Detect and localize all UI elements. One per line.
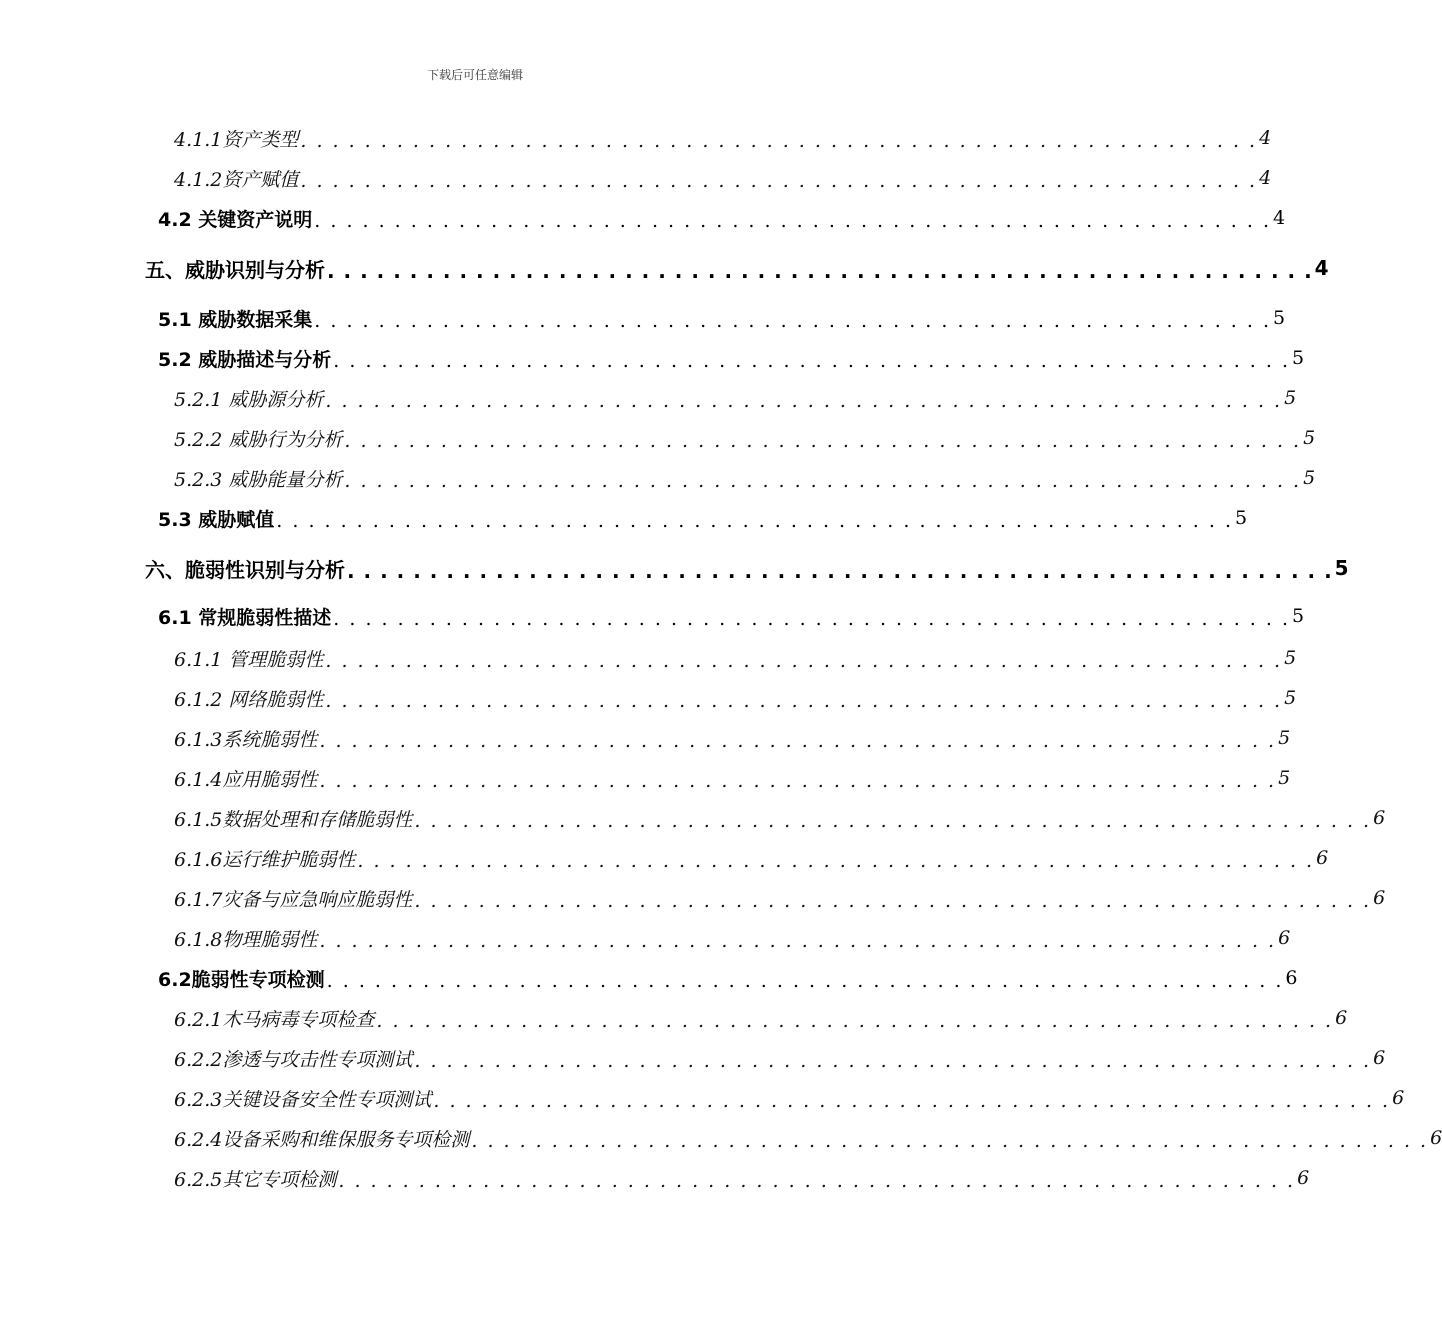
toc-entry[interactable] [174,798,1386,838]
toc-entry[interactable] [174,458,1316,498]
toc-leader-dots: . . . . . . . . . . . . . . . . . . . . . . . . . . . . . . . . . . . . . . . . . . . . . . . . . . . . . . . . . . . . [433,1090,1391,1112]
toc-entry-title: 5.2.1 威胁源分析 [174,388,324,411]
toc-entry[interactable] [174,1078,1405,1118]
toc-entry-title: 4.1.1资产类型 [174,128,299,151]
toc-entry-page: 4 [1259,167,1272,189]
toc-entry-title: 4.1.2资产赋值 [174,168,299,191]
toc-entry-page: 6 [1430,1127,1442,1149]
toc-entry-page: 5 [1284,387,1297,409]
toc-entry-page: 4 [1314,256,1329,280]
toc-leader-dots: . . . . . . . . . . . . . . . . . . . . . . . . . . . . . . . . . . . . . . . . . . . . . . . . . . . . . . . . . . . . [357,850,1315,872]
toc-entry[interactable] [174,718,1291,758]
toc-entry-title: 6.1.8物理脆弱性 [174,928,318,951]
toc-entry-title: 5.3 威胁赋值 [158,508,275,531]
toc-leader-dots: . . . . . . . . . . . . . . . . . . . . . . . . . . . . . . . . . . . . . . . . . . . . . . . . . . . . . . . . . . . . [333,608,1290,630]
toc-entry[interactable] [174,1158,1310,1198]
toc-entry-title: 5.2 威胁描述与分析 [158,348,332,371]
toc-entry-page: 5 [1273,307,1286,329]
toc-entry-page: 5 [1303,427,1316,449]
toc-entry-page: 6 [1285,967,1298,989]
toc-entry-page: 6 [1373,887,1386,909]
toc-entry-page: 5 [1284,687,1297,709]
toc-entry-title: 6.2.2渗透与攻击性专项测试 [174,1048,413,1071]
toc-entry[interactable] [158,958,1298,998]
toc-entry-title: 6.1.2 网络脆弱性 [174,688,324,711]
toc-entry-title: 6.1 常规脆弱性描述 [158,606,332,629]
toc-leader-dots: . . . . . . . . . . . . . . . . . . . . . . . . . . . . . . . . . . . . . . . . . . . . . . . . . . . . . . . . . . . . [414,1050,1372,1072]
toc-entry-title: 6.1.3系统脆弱性 [174,728,318,751]
toc-entry-title: 6.1.5数据处理和存储脆弱性 [174,808,413,831]
toc-leader-dots: . . . . . . . . . . . . . . . . . . . . . . . . . . . . . . . . . . . . . . . . . . . . . . . . . . . . . . . . . . . . [376,1010,1334,1032]
toc-entry[interactable] [174,378,1297,418]
toc-entry-number: 六、 [145,557,185,582]
toc-entry[interactable] [158,596,1305,636]
toc-leader-dots: . . . . . . . . . . . . . . . . . . . . . . . . . . . . . . . . . . . . . . . . . . . . . . . . . . . . . . . . . . . . [300,130,1258,152]
toc-entry-page: 4 [1273,207,1286,229]
toc-entry[interactable] [158,298,1286,338]
toc-leader-dots: . . . . . . . . . . . . . . . . . . . . . . . . . . . . . . . . . . . . . . . . . . . . . . . . . . . . . . . . . . . . [319,770,1277,792]
toc-entry-title: 6.2脆弱性专项检测 [158,968,325,991]
toc-leader-dots: . . . . . . . . . . . . . . . . . . . . . . . . . . . . . . . . . . . . . . . . . . . . . . . . . . . . . . . . . . . . [338,1170,1296,1192]
toc-leader-dots: . . . . . . . . . . . . . . . . . . . . . . . . . . . . . . . . . . . . . . . . . . . . . . . . . . . . . . . . . . . . [276,510,1233,532]
page-header: 下载后可任意编辑 [426,68,523,82]
toc-leader-dots: . . . . . . . . . . . . . . . . . . . . . . . . . . . . . . . . . . . . . . . . . . . . . . . . . . . . . . . . . . . . [414,890,1372,912]
toc-entry[interactable] [174,638,1297,678]
toc-entry-title: 5.1 威胁数据采集 [158,308,313,331]
toc-entry[interactable] [174,758,1291,798]
toc-leader-dots: . . . . . . . . . . . . . . . . . . . . . . . . . . . . . . . . . . . . . . . . . . . . . . . . . . . . . . . . . . . . [319,930,1277,952]
toc-entry-title: 5.2.2 威胁行为分析 [174,428,343,451]
toc-entry[interactable] [174,118,1272,158]
toc-entry[interactable] [145,248,1329,288]
toc-entry-page: 5 [1334,556,1349,580]
toc-entry[interactable] [174,1118,1442,1158]
toc-entry-page: 6 [1278,927,1291,949]
toc-entry[interactable] [158,338,1305,378]
toc-leader-dots: . . . . . . . . . . . . . . . . . . . . . . . . . . . . . . . . . . . . . . . . . . . . . . . . . . . . . . . . . . . . [325,390,1283,412]
toc-entry-number: 五、 [145,257,185,282]
toc-entry-page: 6 [1373,1047,1386,1069]
toc-leader-dots: . . . . . . . . . . . . . . . . . . . . . . . . . . . . . . . . . . . . . . . . . . . . . . . . . . . . . . . . . . . . [300,170,1258,192]
toc-leader-dots: . . . . . . . . . . . . . . . . . . . . . . . . . . . . . . . . . . . . . . . . . . . . . . . . . . . . . . . . . . . . [314,310,1271,332]
toc-entry-page: 5 [1278,767,1291,789]
toc-entry-page: 6 [1297,1167,1310,1189]
toc-entry-title: 5.2.3 威胁能量分析 [174,468,343,491]
toc-entry-title: 6.1.4应用脆弱性 [174,768,318,791]
toc-leader-dots: . . . . . . . . . . . . . . . . . . . . . . . . . . . . . . . . . . . . . . . . . . . . . . . . . . . . . . . . . . . . [325,650,1283,672]
toc-entry-page: 4 [1259,127,1272,149]
toc-leader-dots: . . . . . . . . . . . . . . . . . . . . . . . . . . . . . . . . . . . . . . . . . . . . . . . . . . . . . . . . . . . . [314,210,1271,232]
toc-entry-title: 脆弱性识别与分析 [185,557,345,582]
toc-entry[interactable] [174,418,1316,458]
toc-entry[interactable] [174,878,1386,918]
toc-entry-title: 6.2.3关键设备安全性专项测试 [174,1088,432,1111]
toc-entry-page: 5 [1292,605,1305,627]
toc-entry-page: 6 [1392,1087,1405,1109]
toc-leader-dots: . . . . . . . . . . . . . . . . . . . . . . . . . . . . . . . . . . . . . . . . . . . . . . . . . . . . . . . . . . . . [319,730,1277,752]
toc-entry[interactable] [145,548,1349,588]
toc-entry[interactable] [174,838,1329,878]
toc-entry-page: 5 [1284,647,1297,669]
toc-entry-page: 5 [1292,347,1305,369]
toc-entry-page: 6 [1335,1007,1348,1029]
toc-entry-title: 6.2.5其它专项检测 [174,1168,337,1191]
toc-entry-page: 6 [1373,807,1386,829]
toc-entry-page: 5 [1235,507,1248,529]
toc-entry-title: 6.1.7灾备与应急响应脆弱性 [174,888,413,911]
toc-leader-dots: . . . . . . . . . . . . . . . . . . . . . . . . . . . . . . . . . . . . . . . . . . . . . . . . . . . . . . . . . . . . [344,470,1302,492]
toc-leader-dots: . . . . . . . . . . . . . . . . . . . . . . . . . . . . . . . . . . . . . . . . . . . . . . . . . . . . . . . . . . . . [344,430,1302,452]
toc-entry-page: 5 [1303,467,1316,489]
toc-entry-title: 6.2.1木马病毒专项检查 [174,1008,375,1031]
toc-leader-dots: . . . . . . . . . . . . . . . . . . . . . . . . . . . . . . . . . . . . . . . . . . . . . . . . . . . . . . . . . . . . [414,810,1372,832]
toc-entry[interactable] [174,998,1348,1038]
toc-entry[interactable] [174,918,1291,958]
toc-entry-title: 6.1.1 管理脆弱性 [174,648,324,671]
toc-entry-title: 6.1.6运行维护脆弱性 [174,848,356,871]
toc-entry-title: 4.2 关键资产说明 [158,208,313,231]
toc-leader-dots: . . . . . . . . . . . . . . . . . . . . . . . . . . . . . . . . . . . . . . . . . . . . . . . . . . . . . . . . . . . . [347,559,1333,583]
toc-entry[interactable] [174,158,1272,198]
toc-leader-dots: . . . . . . . . . . . . . . . . . . . . . . . . . . . . . . . . . . . . . . . . . . . . . . . . . . . . . . . . . . . . [325,690,1283,712]
toc-entry-page: 6 [1316,847,1329,869]
toc-leader-dots: . . . . . . . . . . . . . . . . . . . . . . . . . . . . . . . . . . . . . . . . . . . . . . . . . . . . . . . . . . . . [333,350,1290,372]
toc-entry[interactable] [158,498,1248,538]
toc-leader-dots: . . . . . . . . . . . . . . . . . . . . . . . . . . . . . . . . . . . . . . . . . . . . . . . . . . . . . . . . . . . . [471,1130,1429,1152]
toc-entry-title: 威胁识别与分析 [185,257,325,282]
toc-entry[interactable] [174,1038,1386,1078]
toc-entry-title: 6.2.4设备采购和维保服务专项检测 [174,1128,470,1151]
toc-entry-page: 5 [1278,727,1291,749]
toc-entry[interactable] [158,198,1286,238]
toc-entry[interactable] [174,678,1297,718]
toc-leader-dots: . . . . . . . . . . . . . . . . . . . . . . . . . . . . . . . . . . . . . . . . . . . . . . . . . . . . . . . . . . . . [326,970,1284,992]
toc-leader-dots: . . . . . . . . . . . . . . . . . . . . . . . . . . . . . . . . . . . . . . . . . . . . . . . . . . . . . . . . . . . . [327,259,1313,283]
